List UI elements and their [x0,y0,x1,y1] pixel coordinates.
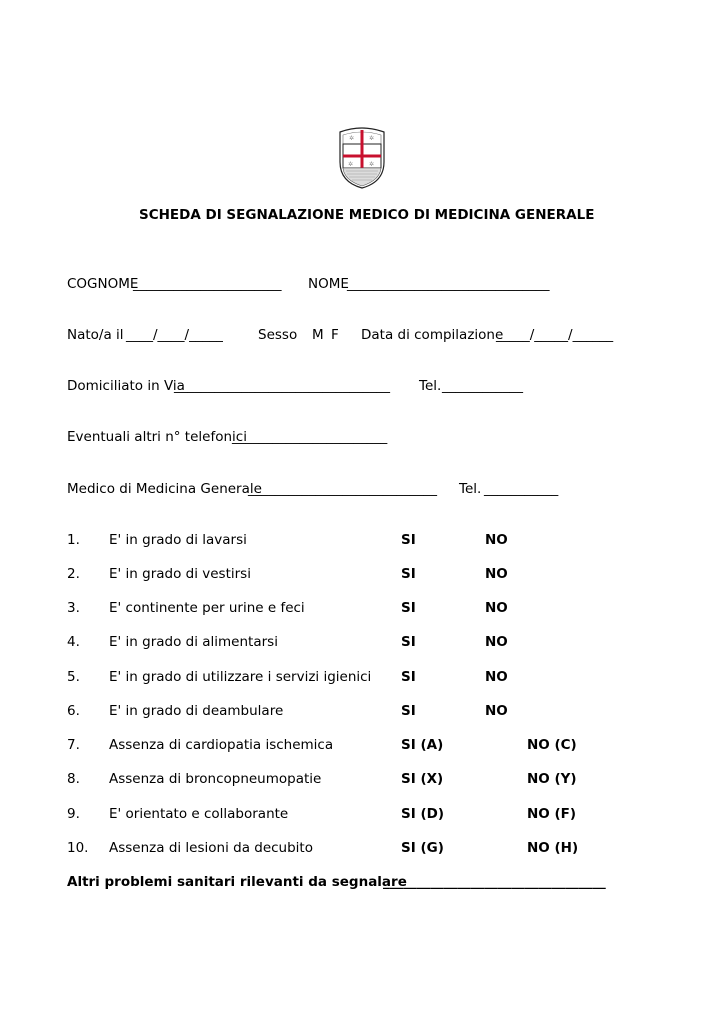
item-number: 7. [67,737,80,753]
item-number: 9. [67,806,80,822]
cognome-label: COGNOME [67,276,139,292]
yes-option[interactable]: SI (D) [401,806,444,822]
yes-option[interactable]: SI [401,600,416,616]
item-number: 5. [67,669,80,685]
no-option[interactable]: NO [485,634,508,650]
no-option[interactable]: NO [485,566,508,582]
no-option[interactable]: NO [485,600,508,616]
item-text: Assenza di cardiopatia ischemica [109,737,334,753]
item-text: E' in grado di utilizzare i servizi igienici [109,669,372,685]
item-text: Assenza di broncopneumopatie [109,771,322,787]
no-option[interactable]: NO (H) [527,840,579,856]
yes-option[interactable]: SI [401,532,416,548]
item-number: 4. [67,634,80,650]
item-text: E' in grado di deambulare [109,703,284,719]
medico-tel-label: Tel. [459,481,482,497]
svg-text:✲: ✲ [349,135,355,142]
medico-label: Medico di Medicina Generale [67,481,262,497]
no-option[interactable]: NO (Y) [527,771,577,787]
svg-text:✲: ✲ [348,161,354,168]
altri-problemi-label: Altri problemi sanitari rilevanti da segnalare [67,874,407,890]
yes-option[interactable]: SI [401,669,416,685]
yes-option[interactable]: SI (A) [401,737,444,753]
no-option[interactable]: NO [485,669,508,685]
no-option[interactable]: NO [485,532,508,548]
nato-label: Nato/a il [67,327,124,343]
data-compilazione-field[interactable]: _____/_____/______ [496,327,614,343]
item-number: 2. [67,566,80,582]
medico-field[interactable]: ____________________________ [248,481,437,497]
nome-field[interactable]: ______________________________ [347,276,550,292]
altri-problemi-field[interactable]: _________________________________ [383,874,606,890]
nome-label: NOME [308,276,349,292]
sesso-f-option[interactable]: F [331,327,339,343]
cognome-field[interactable]: ______________________ [133,276,282,292]
no-option[interactable]: NO (C) [527,737,577,753]
domicilio-field[interactable]: ________________________________ [174,378,390,394]
nato-field[interactable]: ____/____/_____ [126,327,223,343]
yes-option[interactable]: SI (G) [401,840,444,856]
item-text: Assenza di lesioni da decubito [109,840,313,856]
yes-option[interactable]: SI [401,566,416,582]
item-number: 6. [67,703,80,719]
item-text: E' continente per urine e feci [109,600,305,616]
item-text: E' in grado di alimentarsi [109,634,278,650]
tel-field[interactable]: ____________ [442,378,523,394]
sesso-m-option[interactable]: M [312,327,324,343]
altri-telefoni-label: Eventuali altri n° telefonici [67,429,247,445]
item-number: 8. [67,771,80,787]
item-number: 3. [67,600,80,616]
no-option[interactable]: NO [485,703,508,719]
domicilio-label: Domiciliato in Via [67,378,185,394]
item-number: 1. [67,532,80,548]
item-number: 10. [67,840,89,856]
item-text: E' in grado di vestirsi [109,566,251,582]
tel-label: Tel. [419,378,442,394]
regional-crest-icon [334,126,390,190]
altri-telefoni-field[interactable]: _______________________ [232,429,388,445]
item-text: E' in grado di lavarsi [109,532,247,548]
medico-tel-field[interactable]: ___________ [484,481,559,497]
data-compilazione-label: Data di compilazione [361,327,504,343]
item-text: E' orientato e collaborante [109,806,289,822]
svg-text:✲: ✲ [369,135,375,142]
yes-option[interactable]: SI [401,634,416,650]
yes-option[interactable]: SI (X) [401,771,444,787]
no-option[interactable]: NO (F) [527,806,577,822]
yes-option[interactable]: SI [401,703,416,719]
sesso-label: Sesso [258,327,298,343]
svg-text:✲: ✲ [369,161,375,168]
page-title: SCHEDA DI SEGNALAZIONE MEDICO DI MEDICINA GENERALE [139,207,595,223]
